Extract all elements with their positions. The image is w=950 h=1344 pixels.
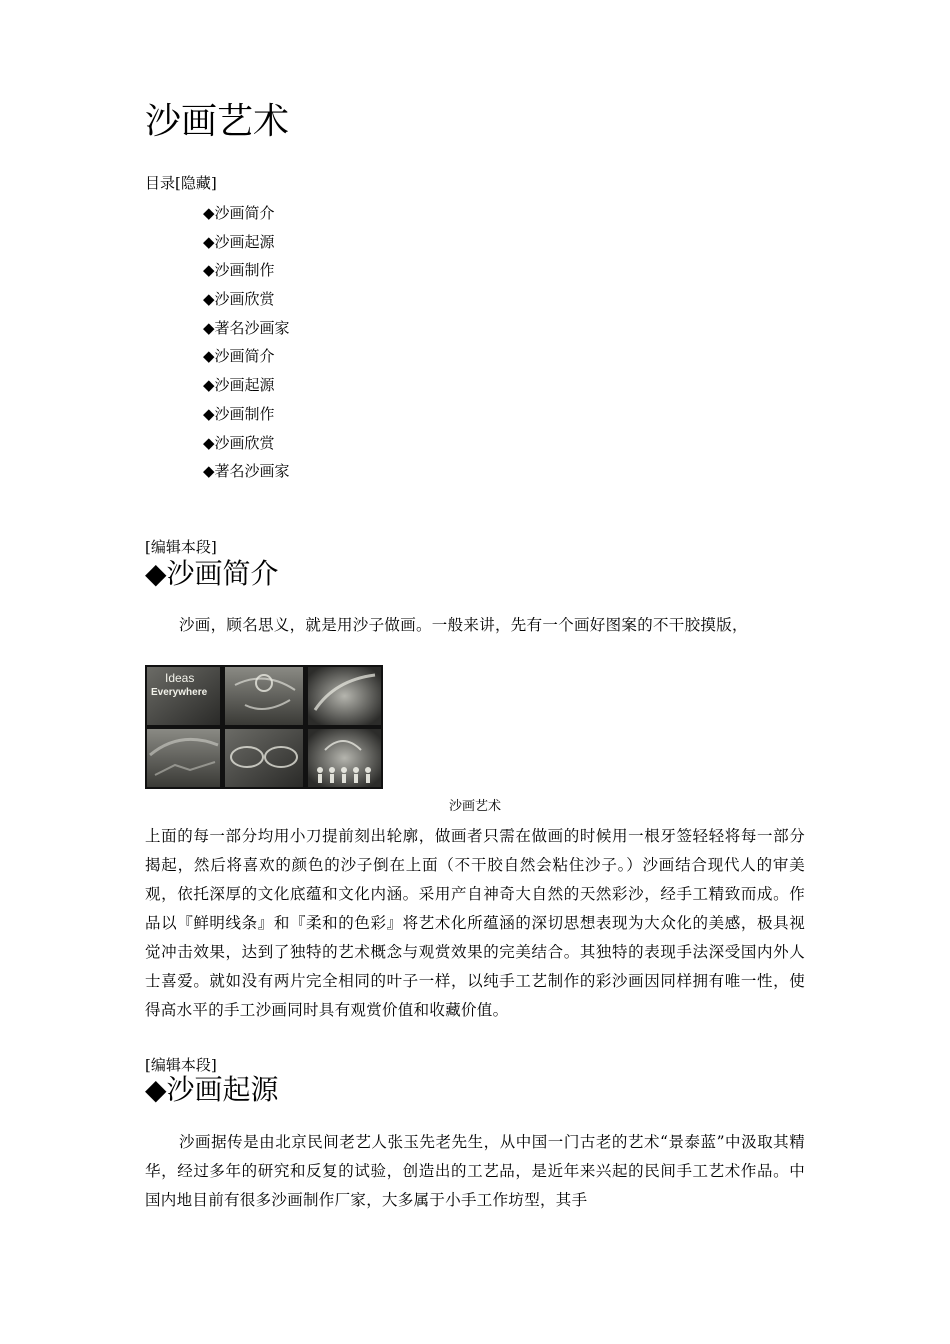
image-caption: 沙画艺术 bbox=[448, 799, 501, 814]
toc-item[interactable]: ◆著名沙画家 bbox=[203, 462, 290, 481]
toc-item[interactable]: ◆著名沙画家 bbox=[203, 318, 290, 337]
toc-item[interactable]: ◆沙画制作 bbox=[203, 404, 275, 423]
section-heading: ◆沙画起源 bbox=[145, 1073, 279, 1106]
section-body: 上面的每一部分均用小刀提前刻出轮廓，做画者只需在做画的时候用一根牙签轻轻将每一部分揭起，然后将喜欢的颜色的沙子倒在上面（不干胶自然会粘住沙子。）沙画结合现代人的审美观，依托深厚的文化底蕴和文化内涵。采用产自神奇大自然的天然彩沙，经手工精致而成。作品以『鲜明线条』和『柔和的色彩』将艺术化所蕴涵的深切思想表现为大众化的美感，极具视觉冲击效果，达到了独特的艺术概念与观赏效果的完美结合。其独特的表现手法深受国内外人士喜爱。就如没有两片完全相同的叶子一样，以纯手工艺制作的彩沙画因同样拥有唯一性，使得高水平的手工沙画同时具有观赏价值和收藏价值。 bbox=[145, 827, 805, 1019]
toc-item[interactable]: ◆沙画起源 bbox=[203, 232, 275, 251]
toc-item[interactable]: ◆沙画简介 bbox=[203, 204, 275, 222]
edit-section-link[interactable]: [编辑本段] bbox=[145, 538, 217, 556]
page-title: 沙画艺术 bbox=[145, 101, 290, 142]
image-text-ideas: Ideas bbox=[165, 671, 195, 685]
table-of-contents bbox=[203, 199, 290, 486]
sand-art-collage bbox=[145, 665, 383, 789]
toc-label: 目录 bbox=[145, 174, 176, 192]
toc-item[interactable]: ◆沙画简介 bbox=[203, 347, 275, 366]
section-body: 沙画据传是由北京民间老艺人张玉先老先生，从中国一门古老的艺术“景泰蓝”中汲取其精华，经过多年的研究和反复的试验，创造出的工艺品，是近年来兴起的民间手工艺术作品。中国内地目前有很多沙画制作厂家，大多属于小手工作坊型，其手 bbox=[145, 1133, 805, 1209]
toc-item[interactable]: ◆沙画欣赏 bbox=[203, 433, 275, 452]
toc-item[interactable]: ◆沙画起源 bbox=[203, 376, 275, 395]
toc-hide-link[interactable]: [隐藏] bbox=[175, 174, 217, 192]
edit-section-link[interactable]: [编辑本段] bbox=[145, 1056, 217, 1074]
toc-item[interactable]: ◆沙画制作 bbox=[203, 261, 275, 280]
toc-header bbox=[145, 171, 217, 195]
sand-art-image bbox=[145, 665, 383, 789]
image-text-everywhere: Everywhere bbox=[151, 687, 208, 698]
section-heading: ◆沙画简介 bbox=[145, 557, 279, 590]
toc-item[interactable]: ◆沙画欣赏 bbox=[203, 290, 275, 309]
section-intro: 沙画，顾名思义，就是用沙子做画。一般来讲，先有一个画好图案的不干胶摸版， bbox=[179, 616, 748, 634]
